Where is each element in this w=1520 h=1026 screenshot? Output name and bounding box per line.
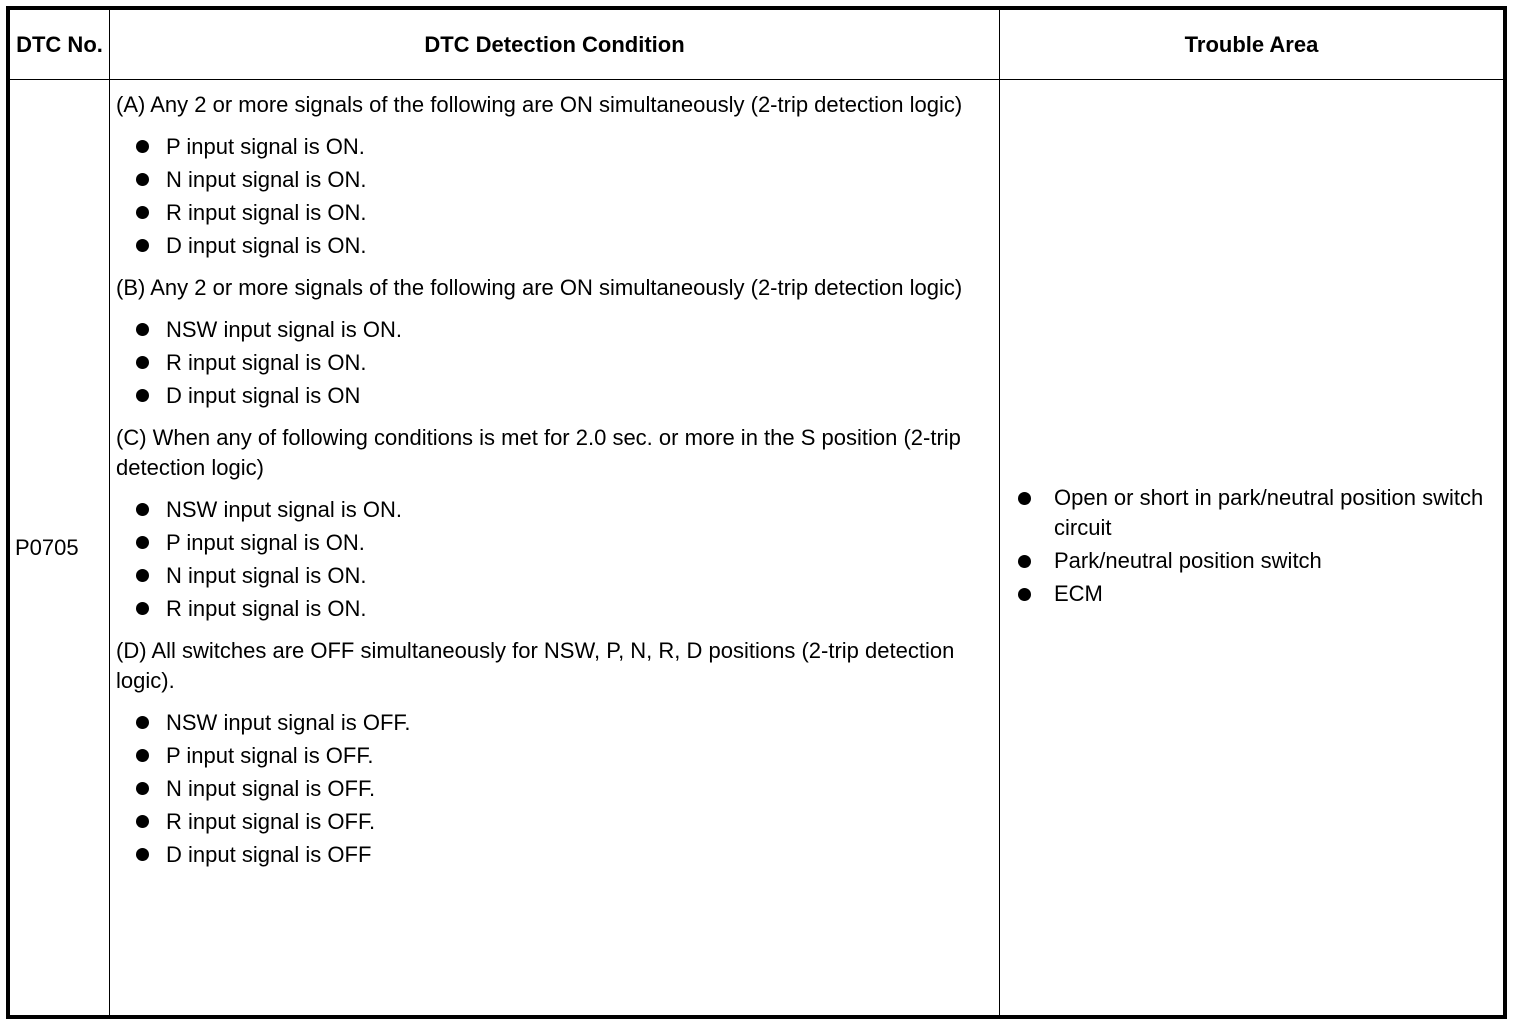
list-item: P input signal is ON. — [116, 526, 989, 559]
condition-b-list — [116, 313, 989, 412]
list-item: D input signal is ON. — [116, 229, 989, 262]
detection-condition-cell — [110, 80, 1000, 1016]
list-item: ECM — [1018, 579, 1489, 609]
list-item: P input signal is ON. — [116, 130, 989, 163]
condition-a-list — [116, 130, 989, 262]
table-row — [10, 80, 1504, 1016]
list-item: NSW input signal is OFF. — [116, 706, 989, 739]
header-condition: DTC Detection Condition — [110, 10, 1000, 80]
trouble-area-cell — [1000, 80, 1504, 1016]
header-row — [10, 10, 1504, 80]
condition-b-desc: (B) Any 2 or more signals of the following are ON simultaneously (2-trip detection logic) — [116, 275, 963, 300]
dtc-table-grid — [9, 9, 1504, 1016]
dtc-code: P0705 — [10, 80, 110, 1016]
list-item: D input signal is OFF — [116, 838, 989, 871]
list-item: Open or short in park/neutral position switch circuit — [1018, 483, 1489, 543]
list-item: NSW input signal is ON. — [116, 493, 989, 526]
list-item: NSW input signal is ON. — [116, 313, 989, 346]
dtc-table — [6, 6, 1507, 1019]
condition-d-desc: (D) All switches are OFF simultaneously for NSW, P, N, R, D positions (2-trip detection logic). — [116, 638, 955, 693]
list-item: N input signal is ON. — [116, 559, 989, 592]
condition-c-list — [116, 493, 989, 625]
list-item: R input signal is ON. — [116, 346, 989, 379]
list-item: R input signal is ON. — [116, 196, 989, 229]
list-item: P input signal is OFF. — [116, 739, 989, 772]
list-item: D input signal is ON — [116, 379, 989, 412]
list-item: N input signal is ON. — [116, 163, 989, 196]
condition-a-desc: (A) Any 2 or more signals of the following are ON simultaneously (2-trip detection logic) — [116, 92, 963, 117]
trouble-area-list — [1018, 483, 1489, 609]
list-item: N input signal is OFF. — [116, 772, 989, 805]
condition-d-list — [116, 706, 989, 871]
header-trouble-area: Trouble Area — [1000, 10, 1504, 80]
list-item: R input signal is OFF. — [116, 805, 989, 838]
list-item: Park/neutral position switch — [1018, 546, 1489, 576]
header-dtc-no: DTC No. — [10, 10, 110, 80]
list-item: R input signal is ON. — [116, 592, 989, 625]
condition-c-desc: (C) When any of following conditions is met for 2.0 sec. or more in the S position (2-trip detection logic) — [116, 425, 961, 480]
